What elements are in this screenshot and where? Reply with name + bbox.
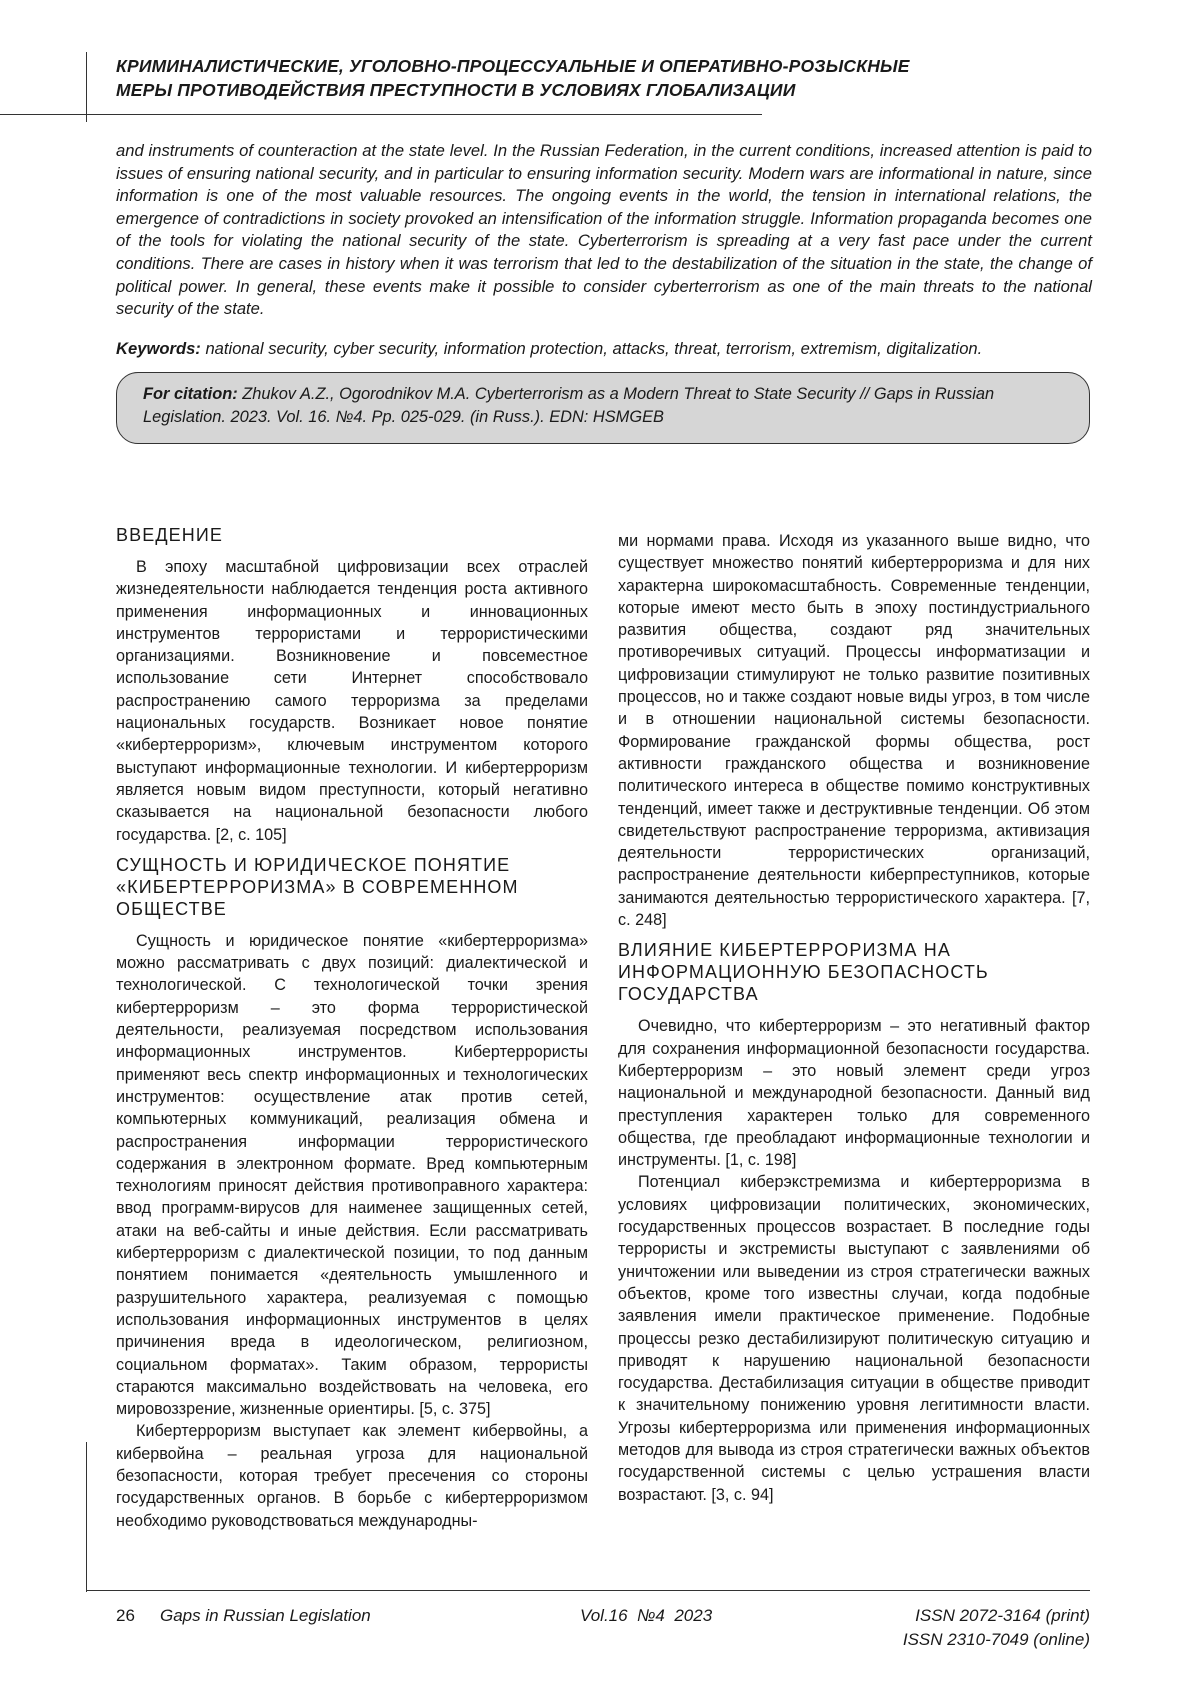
- paragraph: Кибертерроризм выступает как элемент кибервойны, а кибервойна – реальная угроза для национальной безопасности, которая требует пресечения со стороны государственных органов. В борьбе с кибертерроризмом необходимо руководствоваться международны-: [116, 1420, 588, 1531]
- paragraph: В эпоху масштабной цифровизации всех отраслей жизнедеятельности наблюдается тенденция роста активного применения информационных и инновационных инструментов террористами и террористическими организациями. Возникновение и повсеместное использование сети Интернет способствовало распространению самого терроризма за пределами национальных государств. Возникает новое понятие «кибертерроризм», ключевым инструментом которого выступают информационные технологии. И кибертерроризм является новым видом преступности, который негативно сказывается на национальной безопасности любого государства. [2, с. 105]: [116, 556, 588, 846]
- bottom-vertical-rule: [86, 1442, 87, 1592]
- top-horizontal-rule: [0, 114, 762, 115]
- abstract-text: and instruments of counteraction at the state level. In the Russian Federation, in the current conditions, increased attention is paid to issues of ensuring national security, and in particular to ensuring information security. Modern wars are informational in nature, since information is one of the most valuable resources. The ongoing events in the world, the tension in international relations, the emergence of contradictions in society provoked an intensification of the information struggle. Information propaganda becomes one of the tools for violating the national security of the state. Cyberterrorism is spreading at a very fast pace under the current conditions. There are cases in history when it was terrorism that led to the destabilization of the situation in the state, the change of political power. In general, these events make it possible to consider cyberterrorism as one of the main threats to the national security of the state.: [116, 140, 1092, 321]
- paragraph: Очевидно, что кибертерроризм – это негативный фактор для сохранения информационной безопасности государства. Кибертерроризм – это новый элемент среди угроз национальной и международной безопасности. Данный вид преступления характерен только для современного общества, где преобладают информационные технологии и инструменты. [1, с. 198]: [618, 1015, 1090, 1171]
- paragraph: Потенциал киберэкстремизма и кибертерроризма в условиях цифровизации политических, экономических, государственных процессов возрастает. В последние годы террористы и экстремисты выступают с заявлениями об уничтожении или выведении из строя стратегически важных объектов, кроме того известны случаи, когда подобные заявления имели практическое применение. Подобные процессы резко дестабилизируют политическую ситуацию и приводят к нарушению национальной безопасности государства. Дестабилизация ситуации в обществе приводит к значительному понижению уровня легитимности власти. Угрозы кибертерроризма или применения информационных методов для вывода из строя стратегически важных объектов государственной системы с целью устрашения власти возрастают. [3, с. 94]: [618, 1171, 1090, 1505]
- bottom-horizontal-rule: [86, 1590, 1090, 1591]
- right-column: [618, 530, 1090, 1506]
- citation-text: Zhukov A.Z., Ogorodnikov M.A. Cyberterrorism as a Modern Threat to State Security // Gaps in Russian Legislation. 2023. Vol. 16. №4. Pp. 025-029. (in Russ.). EDN: HSMGEB: [143, 385, 994, 426]
- section-heading-introduction: ВВЕДЕНИЕ: [116, 524, 588, 546]
- journal-name: Gaps in Russian Legislation: [160, 1604, 371, 1628]
- running-head: [116, 54, 1076, 102]
- section-heading-essence: СУЩНОСТЬ И ЮРИДИЧЕСКОЕ ПОНЯТИЕ «КИБЕРТЕРРОРИЗМА» В СОВРЕМЕННОМ ОБЩЕСТВЕ: [116, 854, 588, 920]
- keywords-text: national security, cyber security, information protection, attacks, threat, terrorism, extremism, digitalization.: [201, 339, 982, 358]
- citation-label: For citation:: [143, 385, 238, 403]
- keywords: [116, 338, 1092, 360]
- running-head-line1: КРИМИНАЛИСТИЧЕСКИЕ, УГОЛОВНО-ПРОЦЕССУАЛЬНЫЕ И ОПЕРАТИВНО-РОЗЫСКНЫЕ: [116, 54, 1076, 78]
- top-vertical-rule: [86, 52, 87, 122]
- left-column: [116, 524, 588, 1532]
- issn-online: ISSN 2310-7049 (online): [903, 1628, 1090, 1652]
- page-number: 26: [116, 1604, 135, 1628]
- citation-box: [116, 372, 1090, 444]
- paragraph: ми нормами права. Исходя из указанного выше видно, что существует множество понятий кибертерроризма и для них характерна широкомасштабность. Современные тенденции, которые имеют место быть в эпоху постиндустриального развития общества, создают ряд значительных противоречивых ситуаций. Процессы информатизации и цифровизации стимулируют не только развитие позитивных процессов, но и также создают новые виды угроз, в том числе и в отношении национальной системы безопасности. Формирование гражданской формы общества, рост активности гражданского общества и возникновение политического интереса в обществе помимо конструктивных тенденций, имеет также и деструктивные тенденции. Об этом свидетельствуют распространение терроризма, активизация деятельности террористических организаций, распространение деятельности киберпреступников, которые занимаются деятельностью террористического характера. [7, с. 248]: [618, 530, 1090, 931]
- running-head-line2: МЕРЫ ПРОТИВОДЕЙСТВИЯ ПРЕСТУПНОСТИ В УСЛОВИЯХ ГЛОБАЛИЗАЦИИ: [116, 78, 1076, 102]
- volume-info: Vol.16 №4 2023: [580, 1604, 712, 1628]
- issn-print: ISSN 2072-3164 (print): [903, 1604, 1090, 1628]
- issn-block: [903, 1604, 1090, 1652]
- section-heading-influence: ВЛИЯНИЕ КИБЕРТЕРРОРИЗМА НА ИНФОРМАЦИОННУЮ БЕЗОПАСНОСТЬ ГОСУДАРСТВА: [618, 939, 1090, 1005]
- keywords-label: Keywords:: [116, 339, 201, 358]
- paragraph: Сущность и юридическое понятие «кибертерроризма» можно рассматривать с двух позиций: диалектической и технологической. С технологической точки зрения кибертерроризм – это форма террористической деятельности, реализуемая посредством использования информационных инструментов. Кибертеррористы применяют весь спектр информационных и технологических инструментов: осуществление атак против сетей, компьютерных коммуникаций, реализация обмена и распространения информации террористического содержания в электронном формате. Вред компьютерным технологиям приносят действия противоправного характера: ввод программ-вирусов для наименее защищенных сетей, атаки на веб-сайты и иные действия. Если рассматривать кибертерроризм с диалектической позиции, то под данным понятием понимается «деятельность умышленного и разрушительного характера, реализуемая с помощью использования информационных инструментов в целях причинения вреда в идеологическом, религиозном, социальном форматах». Таким образом, террористы стараются максимально воздействовать на человека, его мировоззрение, жизненные ориентиры. [5, с. 375]: [116, 930, 588, 1421]
